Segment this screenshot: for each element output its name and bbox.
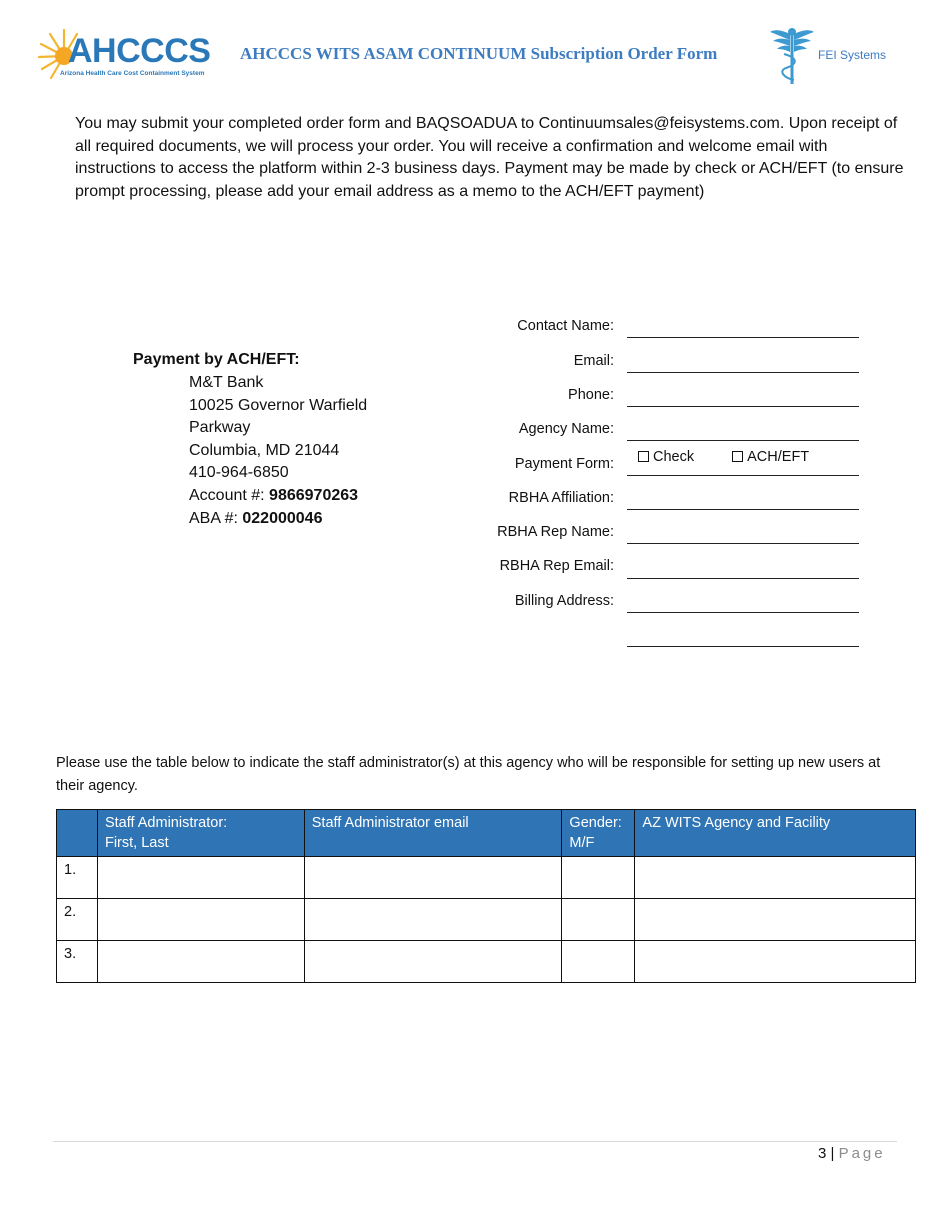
rbha-rep-email-label: RBHA Rep Email: xyxy=(499,558,614,574)
gender-cell[interactable] xyxy=(562,899,635,941)
table-row xyxy=(57,899,916,941)
phone-label: Phone: xyxy=(568,387,614,403)
page-word: Page xyxy=(838,1145,886,1162)
bank-phone: 410-964-6850 xyxy=(189,464,289,482)
caduceus-icon xyxy=(768,24,816,86)
admin-name-cell[interactable] xyxy=(97,899,304,941)
admin-email-cell[interactable] xyxy=(304,899,562,941)
ahcccs-logo-tagline: Arizona Health Care Cost Containment System xyxy=(60,70,205,77)
payment-form-line xyxy=(627,475,859,476)
page-number xyxy=(818,1145,886,1162)
contact-name-label: Contact Name: xyxy=(517,318,614,334)
admin-name-cell[interactable] xyxy=(97,941,304,983)
aba-label: ABA #: xyxy=(189,509,243,527)
account-number xyxy=(189,485,419,508)
billing-address-label: Billing Address: xyxy=(514,593,614,609)
payment-title: Payment by ACH/EFT: xyxy=(133,351,300,368)
gender-cell[interactable] xyxy=(562,941,635,983)
header-admin-email: Staff Administrator email xyxy=(304,810,562,857)
page-title: AHCCCS WITS ASAM CONTINUUM Subscription Order Form xyxy=(240,44,718,63)
ahcccs-logo xyxy=(38,26,218,82)
fei-logo-text: FEI Systems xyxy=(818,48,887,62)
aba-value: 022000046 xyxy=(242,509,323,527)
aba-number xyxy=(189,508,419,531)
payment-details xyxy=(189,372,419,530)
intro-paragraph: You may submit your completed order form and BAQSOADUA to Continuumsales@feisystems.com. Upon receipt of all required documents, we will process your order. You will receive a confirmation and welcome email with instructions to access the platform within 2-3 business days. Payment may be made by check or ACH/EFT (to ensure prompt processing, please add your email address as a memo to the ACH/EFT payment) xyxy=(75,115,904,200)
bank-address-line2: Parkway xyxy=(189,419,251,437)
ahcccs-logo-text: AHCCCS xyxy=(68,32,211,70)
email-field[interactable] xyxy=(627,372,859,373)
option-ach-label: ACH/EFT xyxy=(747,449,810,465)
agency-name-label: Agency Name: xyxy=(518,421,614,437)
table-row xyxy=(57,857,916,899)
rbha-affiliation-field[interactable] xyxy=(627,509,859,510)
row-number: 3. xyxy=(57,941,98,983)
rbha-rep-name-field[interactable] xyxy=(627,543,859,544)
header-admin-name: Staff Administrator: First, Last xyxy=(97,810,304,857)
staff-admin-table xyxy=(56,809,916,983)
admin-email-cell[interactable] xyxy=(304,857,562,899)
rbha-rep-email-field[interactable] xyxy=(627,578,859,579)
admin-email-cell[interactable] xyxy=(304,941,562,983)
header-agency-facility: AZ WITS Agency and Facility xyxy=(635,810,916,857)
bank-city: Columbia, MD 21044 xyxy=(189,441,340,459)
rbha-rep-name-label: RBHA Rep Name: xyxy=(497,524,614,540)
page-separator: | xyxy=(826,1145,839,1162)
header-index xyxy=(57,810,98,857)
account-value: 9866970263 xyxy=(269,486,359,504)
agency-facility-cell[interactable] xyxy=(635,857,916,899)
row-number: 2. xyxy=(57,899,98,941)
account-label: Account #: xyxy=(189,486,270,504)
gender-cell[interactable] xyxy=(562,857,635,899)
rbha-affiliation-label: RBHA Affiliation: xyxy=(508,490,614,506)
bank-address-line1: 10025 Governor Warfield xyxy=(189,396,368,414)
table-header-row xyxy=(57,810,916,857)
footer-divider xyxy=(53,1141,897,1142)
row-number: 1. xyxy=(57,857,98,899)
phone-field[interactable] xyxy=(627,406,859,407)
agency-name-field[interactable] xyxy=(627,440,859,441)
fei-logo xyxy=(768,24,918,88)
option-check-label: Check xyxy=(653,449,695,465)
payment-form-label: Payment Form: xyxy=(514,456,614,472)
option-ach[interactable] xyxy=(732,449,809,465)
ach-checkbox[interactable] xyxy=(732,451,743,462)
billing-address-field-line2[interactable] xyxy=(627,646,859,647)
agency-facility-cell[interactable] xyxy=(635,899,916,941)
table-instructions: Please use the table below to indicate the staff administrator(s) at this agency who will be responsible for setting up new users at their agency. xyxy=(56,755,881,794)
admin-name-cell[interactable] xyxy=(97,857,304,899)
check-checkbox[interactable] xyxy=(638,451,649,462)
table-row xyxy=(57,941,916,983)
billing-address-field[interactable] xyxy=(627,612,859,613)
agency-facility-cell[interactable] xyxy=(635,941,916,983)
page-number-value: 3 xyxy=(818,1145,827,1162)
option-check[interactable] xyxy=(638,449,694,465)
contact-name-field[interactable] xyxy=(627,337,859,338)
bank-name: M&T Bank xyxy=(189,374,264,391)
payment-form-options xyxy=(638,449,843,465)
email-label: Email: xyxy=(573,353,614,369)
header-gender: Gender: M/F xyxy=(562,810,635,857)
